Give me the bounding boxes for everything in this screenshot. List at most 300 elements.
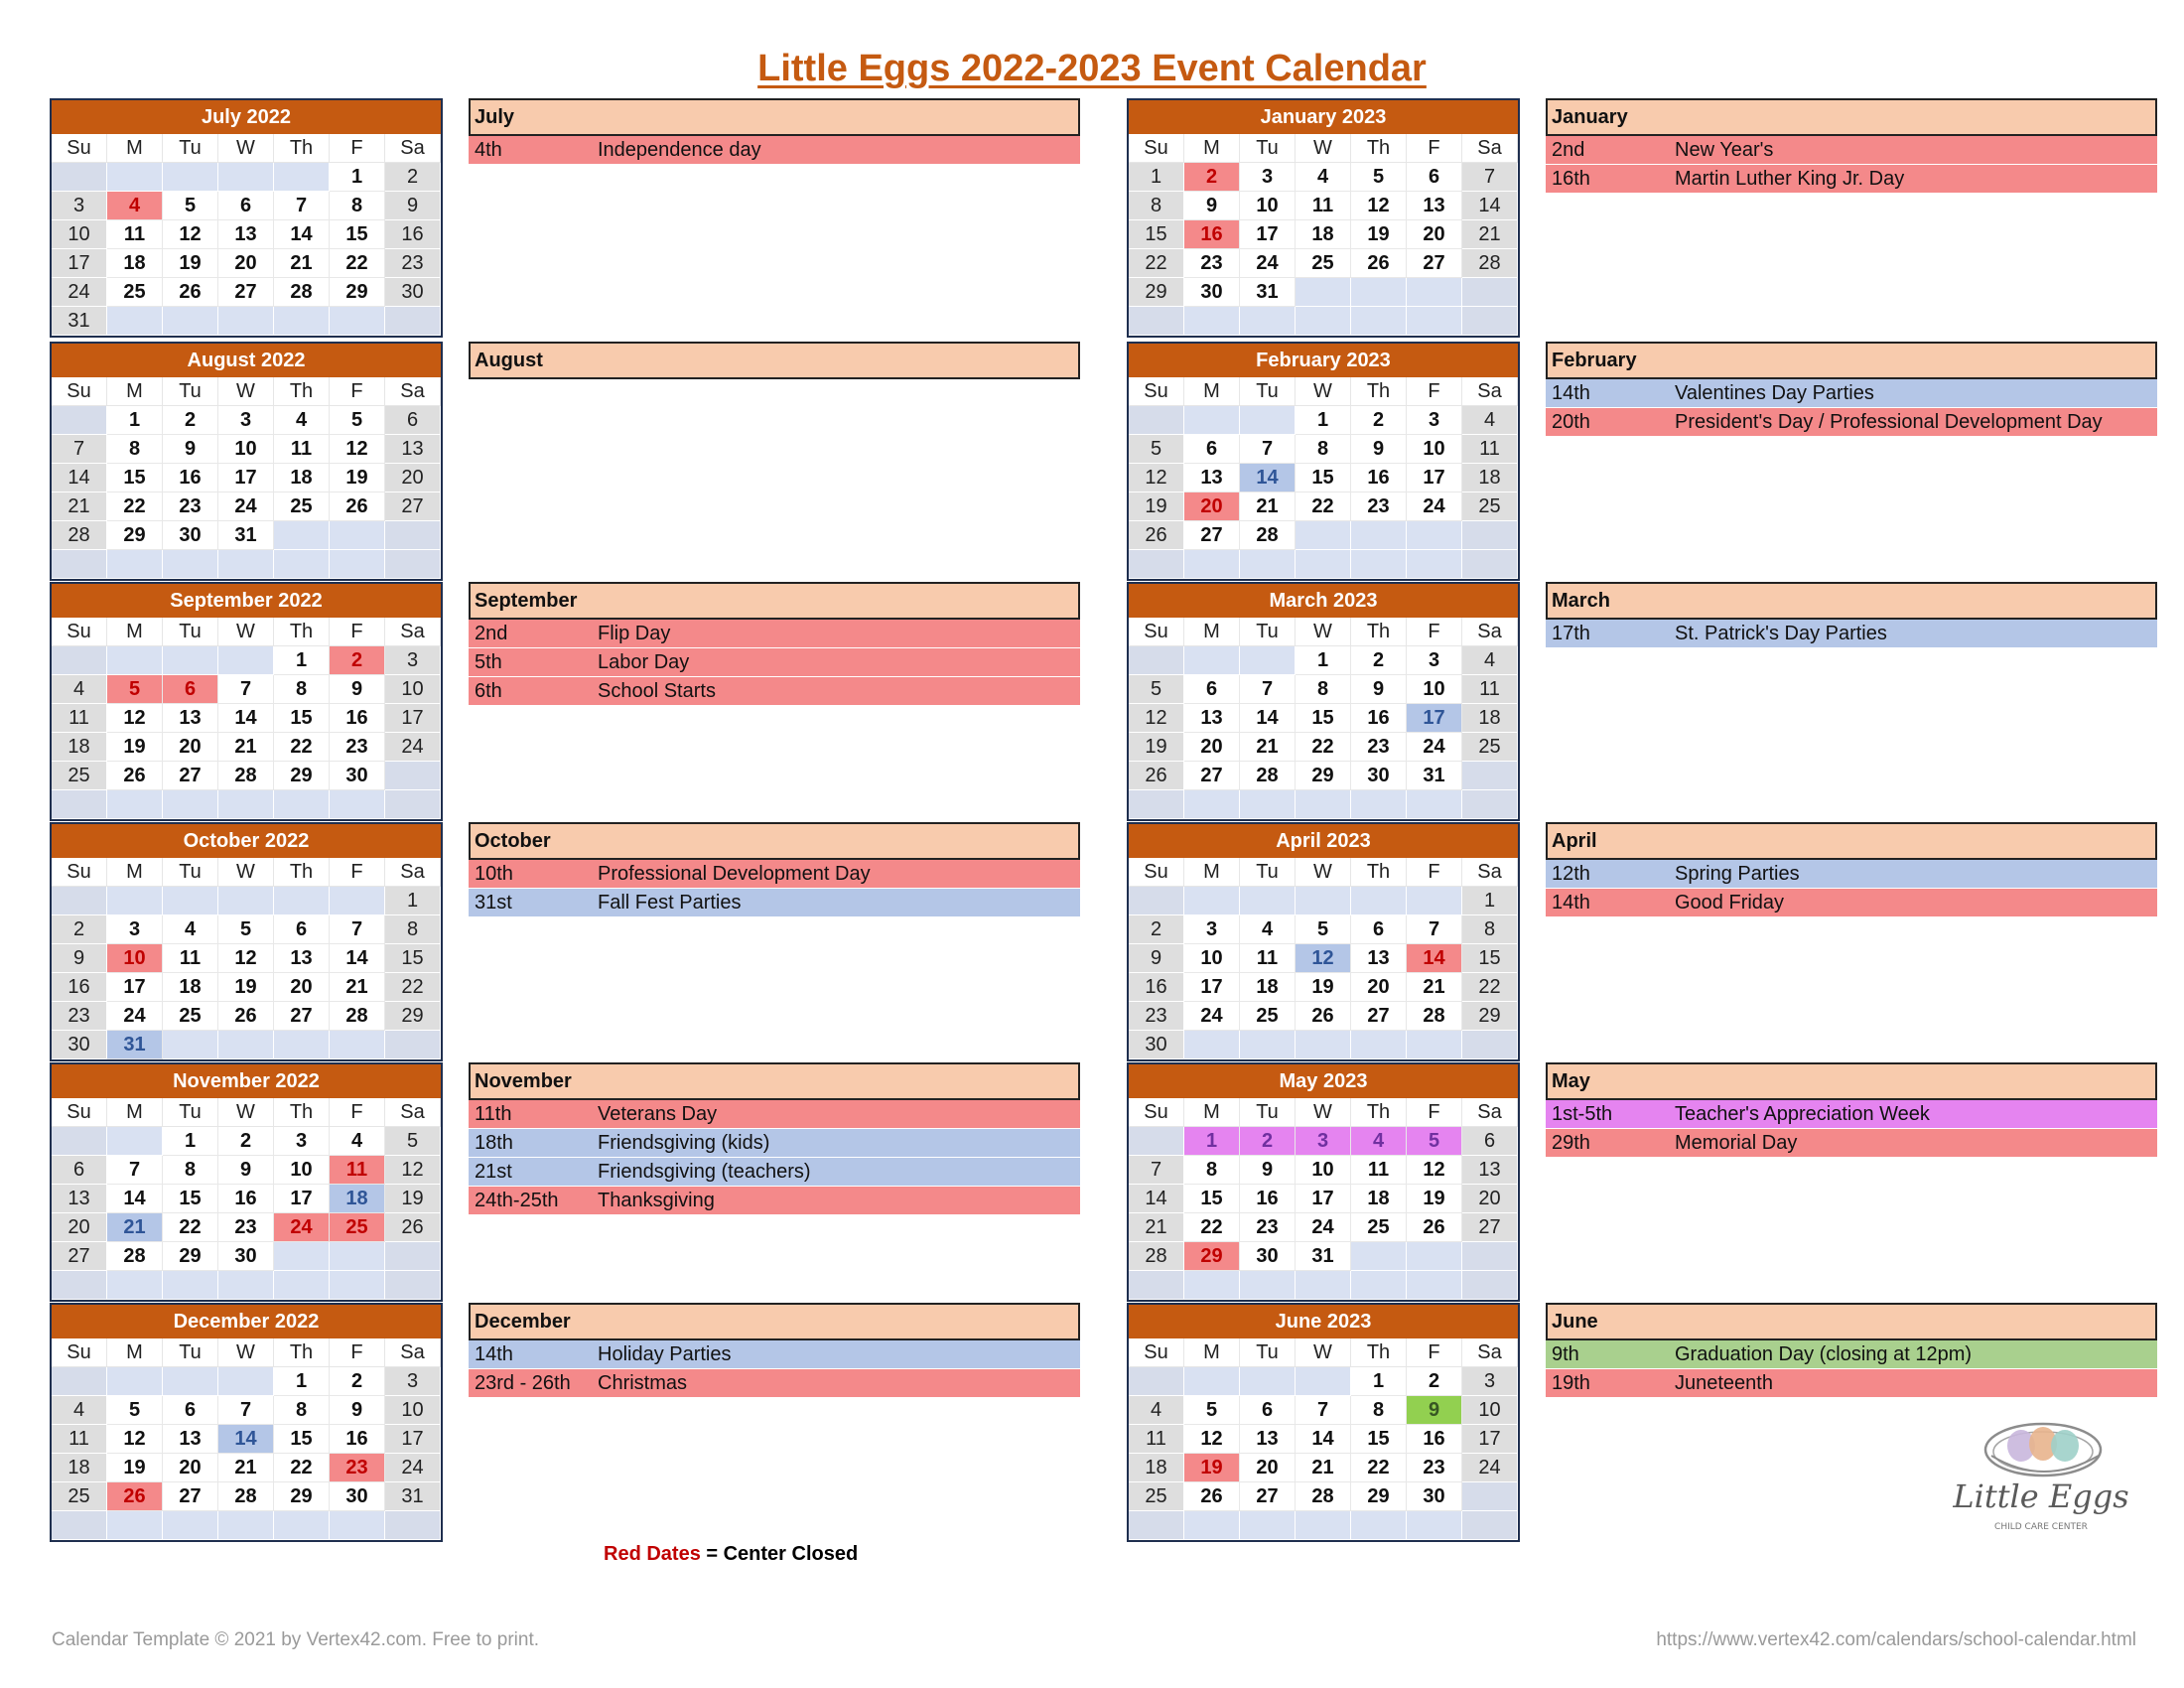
- event-list: [469, 582, 1080, 706]
- weekday-header: M: [107, 618, 163, 646]
- weekday-header: Tu: [1240, 134, 1296, 163]
- calendar-day: 2: [1351, 646, 1407, 675]
- weekday-header: Th: [274, 1338, 330, 1367]
- calendar-empty-cell: [1407, 887, 1462, 915]
- calendar-empty-cell: [1129, 1271, 1184, 1300]
- weekday-header: F: [1407, 618, 1462, 646]
- calendar-empty-cell: [1129, 1367, 1184, 1396]
- calendar-day: 28: [330, 1002, 385, 1031]
- calendar-day: 5: [1407, 1127, 1462, 1156]
- event-row: [469, 648, 1080, 676]
- weekday-header: Sa: [385, 858, 441, 887]
- calendar-day: 9: [330, 1396, 385, 1425]
- calendar-day: 26: [385, 1213, 441, 1242]
- calendar-day: 19: [1129, 492, 1184, 521]
- calendar-empty-cell: [1129, 1511, 1184, 1540]
- event-month-header: April: [1546, 822, 2157, 860]
- calendar-day: 3: [1462, 1367, 1518, 1396]
- calendar-day: 30: [330, 1482, 385, 1511]
- calendar-day: 3: [1184, 915, 1240, 944]
- event-name: Professional Development Day: [598, 863, 871, 885]
- calendar-day: 10: [218, 435, 274, 464]
- calendar-day: 18: [52, 733, 107, 762]
- calendar-grid: [52, 377, 441, 579]
- weekday-header: Tu: [163, 1098, 218, 1127]
- event-name: Martin Luther King Jr. Day: [1675, 168, 1905, 190]
- calendar-day: 20: [1462, 1185, 1518, 1213]
- calendar-day: 14: [1129, 1185, 1184, 1213]
- calendar-day: 2: [52, 915, 107, 944]
- calendar-day: 21: [218, 733, 274, 762]
- event-name: Independence day: [598, 139, 761, 161]
- calendar-day: 1: [385, 887, 441, 915]
- month-title: February 2023: [1129, 344, 1518, 377]
- calendar-day: 17: [1240, 220, 1296, 249]
- calendar-empty-cell: [385, 1242, 441, 1271]
- calendar-day: 10: [1407, 675, 1462, 704]
- weekday-header: Tu: [1240, 858, 1296, 887]
- calendar-day: 26: [218, 1002, 274, 1031]
- month-title: August 2022: [52, 344, 441, 377]
- calendar-empty-cell: [1462, 1511, 1518, 1540]
- calendar-day: 8: [163, 1156, 218, 1185]
- calendar-day: 19: [1351, 220, 1407, 249]
- weekday-header: M: [107, 1338, 163, 1367]
- calendar-empty-cell: [1184, 646, 1240, 675]
- calendar-day: 31: [107, 1031, 163, 1059]
- calendar-day: 11: [1240, 944, 1296, 973]
- calendar-day: 10: [1296, 1156, 1351, 1185]
- event-name: Valentines Day Parties: [1675, 382, 1874, 404]
- calendar-day: 18: [1462, 704, 1518, 733]
- calendar-empty-cell: [163, 646, 218, 675]
- calendar-empty-cell: [274, 307, 330, 336]
- calendar-day: 19: [1129, 733, 1184, 762]
- calendar-day: 11: [330, 1156, 385, 1185]
- calendar-day: 23: [385, 249, 441, 278]
- calendar-day: 4: [52, 1396, 107, 1425]
- weekday-header: Th: [1351, 1098, 1407, 1127]
- calendar-day: 29: [1351, 1482, 1407, 1511]
- calendar-day: 4: [163, 915, 218, 944]
- weekday-header: F: [1407, 1338, 1462, 1367]
- calendar-empty-cell: [107, 163, 163, 192]
- calendar-day: 8: [1351, 1396, 1407, 1425]
- month-title: July 2022: [52, 100, 441, 134]
- event-name: Teacher's Appreciation Week: [1675, 1103, 1930, 1125]
- calendar-day: 19: [1296, 973, 1351, 1002]
- calendar-day: 13: [1184, 464, 1240, 492]
- weekday-header: Th: [274, 134, 330, 163]
- event-row: [1546, 1369, 2157, 1397]
- calendar-day: 27: [1407, 249, 1462, 278]
- calendar-empty-cell: [1296, 550, 1351, 579]
- calendar-empty-cell: [1407, 307, 1462, 336]
- calendar-day: 15: [1351, 1425, 1407, 1454]
- calendar-day: 31: [52, 307, 107, 336]
- event-row: [469, 1369, 1080, 1397]
- calendar-empty-cell: [1184, 1511, 1240, 1540]
- calendar-day: 12: [1351, 192, 1407, 220]
- calendar-day: 8: [1296, 435, 1351, 464]
- event-row: [1546, 620, 2157, 647]
- calendar-day: 29: [1184, 1242, 1240, 1271]
- calendar-day: 4: [1240, 915, 1296, 944]
- calendar-day: 31: [1407, 762, 1462, 790]
- calendar-day: 17: [1462, 1425, 1518, 1454]
- calendar-day: 9: [1129, 944, 1184, 973]
- event-date: 29th: [1552, 1132, 1590, 1154]
- weekday-header: F: [1407, 858, 1462, 887]
- calendar-empty-cell: [1129, 406, 1184, 435]
- month-calendar: [1127, 1062, 1520, 1302]
- event-date: 5th: [475, 651, 502, 673]
- calendar-day: 28: [52, 521, 107, 550]
- weekday-header: Th: [1351, 134, 1407, 163]
- calendar-day: 14: [1462, 192, 1518, 220]
- calendar-day: 6: [1184, 435, 1240, 464]
- calendar-day: 16: [330, 704, 385, 733]
- event-date: 23rd - 26th: [475, 1372, 571, 1394]
- calendar-day: 24: [1407, 733, 1462, 762]
- calendar-day: 17: [1407, 464, 1462, 492]
- weekday-header: W: [218, 377, 274, 406]
- calendar-day: 30: [1129, 1031, 1184, 1059]
- calendar-day: 11: [1129, 1425, 1184, 1454]
- calendar-day: 2: [163, 406, 218, 435]
- calendar-day: 6: [274, 915, 330, 944]
- event-month-header: September: [469, 582, 1080, 620]
- event-row: [1546, 1100, 2157, 1128]
- calendar-day: 19: [385, 1185, 441, 1213]
- calendar-day: 30: [1407, 1482, 1462, 1511]
- calendar-day: 22: [1351, 1454, 1407, 1482]
- calendar-day: 10: [52, 220, 107, 249]
- calendar-empty-cell: [1129, 307, 1184, 336]
- calendar-empty-cell: [274, 1271, 330, 1300]
- calendar-day: 20: [52, 1213, 107, 1242]
- calendar-day: 1: [274, 646, 330, 675]
- calendar-empty-cell: [1351, 1271, 1407, 1300]
- calendar-empty-cell: [1296, 1511, 1351, 1540]
- calendar-day: 24: [52, 278, 107, 307]
- footer-url[interactable]: https://www.vertex42.com/calendars/school-calendar.html: [1656, 1629, 2136, 1650]
- weekday-header: W: [218, 134, 274, 163]
- calendar-day: 26: [1296, 1002, 1351, 1031]
- calendar-day: 9: [1351, 675, 1407, 704]
- calendar-day: 25: [1296, 249, 1351, 278]
- calendar-day: 13: [218, 220, 274, 249]
- event-date: 6th: [475, 680, 502, 702]
- calendar-empty-cell: [1351, 307, 1407, 336]
- calendar-day: 30: [385, 278, 441, 307]
- calendar-day: 2: [1407, 1367, 1462, 1396]
- logo-text: Little Eggs: [1953, 1477, 2129, 1515]
- calendar-empty-cell: [1296, 1367, 1351, 1396]
- calendar-day: 19: [107, 733, 163, 762]
- calendar-day: 12: [1129, 464, 1184, 492]
- calendar-empty-cell: [163, 307, 218, 336]
- calendar-day: 11: [1462, 435, 1518, 464]
- weekday-header: Tu: [1240, 1338, 1296, 1367]
- calendar-day: 17: [385, 704, 441, 733]
- weekday-header: W: [218, 858, 274, 887]
- weekday-header: Th: [274, 618, 330, 646]
- calendar-day: 22: [274, 1454, 330, 1482]
- calendar-empty-cell: [1462, 762, 1518, 790]
- calendar-day: 10: [274, 1156, 330, 1185]
- calendar-day: 20: [274, 973, 330, 1002]
- event-row: [1546, 408, 2157, 436]
- weekday-header: F: [330, 618, 385, 646]
- weekday-header: Sa: [1462, 858, 1518, 887]
- event-date: 2nd: [475, 623, 508, 644]
- calendar-day: 26: [330, 492, 385, 521]
- calendar-day: 15: [330, 220, 385, 249]
- calendar-day: 27: [1184, 521, 1240, 550]
- calendar-day: 13: [1184, 704, 1240, 733]
- calendar-day: 18: [52, 1454, 107, 1482]
- event-name: Holiday Parties: [598, 1343, 732, 1365]
- calendar-day: 3: [107, 915, 163, 944]
- calendar-day: 20: [163, 1454, 218, 1482]
- weekday-header: M: [107, 134, 163, 163]
- calendar-day: 26: [1129, 521, 1184, 550]
- calendar-day: 20: [1351, 973, 1407, 1002]
- event-list: [1546, 582, 2157, 648]
- month-calendar: [50, 582, 443, 821]
- calendar-day: 25: [107, 278, 163, 307]
- calendar-day: 27: [385, 492, 441, 521]
- month-calendar: [1127, 1303, 1520, 1542]
- calendar-empty-cell: [1184, 550, 1240, 579]
- calendar-empty-cell: [1351, 887, 1407, 915]
- event-date: 9th: [1552, 1343, 1579, 1365]
- calendar-day: 3: [1407, 406, 1462, 435]
- calendar-day: 23: [1240, 1213, 1296, 1242]
- calendar-day: 14: [1407, 944, 1462, 973]
- calendar-empty-cell: [107, 1127, 163, 1156]
- calendar-empty-cell: [1407, 1242, 1462, 1271]
- calendar-day: 24: [1240, 249, 1296, 278]
- calendar-day: 14: [218, 704, 274, 733]
- month-calendar: [50, 342, 443, 581]
- calendar-day: 10: [107, 944, 163, 973]
- calendar-day: 4: [274, 406, 330, 435]
- calendar-day: 6: [218, 192, 274, 220]
- calendar-day: 3: [52, 192, 107, 220]
- calendar-day: 21: [1407, 973, 1462, 1002]
- event-month-header: July: [469, 98, 1080, 136]
- calendar-day: 13: [163, 1425, 218, 1454]
- calendar-day: 15: [1462, 944, 1518, 973]
- calendar-day: 17: [385, 1425, 441, 1454]
- calendar-empty-cell: [385, 550, 441, 579]
- weekday-header: Tu: [1240, 618, 1296, 646]
- calendar-day: 16: [218, 1185, 274, 1213]
- calendar-day: 14: [107, 1185, 163, 1213]
- calendar-day: 3: [274, 1127, 330, 1156]
- month-title: November 2022: [52, 1064, 441, 1098]
- event-date: 1st-5th: [1552, 1103, 1613, 1125]
- calendar-empty-cell: [385, 762, 441, 790]
- weekday-header: Sa: [385, 134, 441, 163]
- event-month-header: February: [1546, 342, 2157, 379]
- calendar-empty-cell: [218, 163, 274, 192]
- calendar-empty-cell: [1351, 1511, 1407, 1540]
- calendar-empty-cell: [107, 887, 163, 915]
- calendar-empty-cell: [218, 1271, 274, 1300]
- calendar-day: 13: [1351, 944, 1407, 973]
- calendar-day: 3: [385, 646, 441, 675]
- calendar-day: 8: [274, 675, 330, 704]
- calendar-day: 1: [1296, 406, 1351, 435]
- calendar-day: 17: [218, 464, 274, 492]
- calendar-day: 9: [218, 1156, 274, 1185]
- calendar-day: 17: [52, 249, 107, 278]
- calendar-empty-cell: [1351, 1242, 1407, 1271]
- calendar-day: 18: [1240, 973, 1296, 1002]
- event-date: 14th: [1552, 892, 1590, 914]
- event-name: Memorial Day: [1675, 1132, 1798, 1154]
- calendar-day: 4: [1296, 163, 1351, 192]
- calendar-day: 29: [163, 1242, 218, 1271]
- calendar-day: 22: [1296, 492, 1351, 521]
- event-month-header: March: [1546, 582, 2157, 620]
- calendar-day: 4: [1351, 1127, 1407, 1156]
- event-list: [469, 342, 1080, 379]
- calendar-day: 27: [163, 762, 218, 790]
- weekday-header: Su: [52, 134, 107, 163]
- calendar-empty-cell: [52, 550, 107, 579]
- calendar-day: 22: [274, 733, 330, 762]
- calendar-day: 27: [1351, 1002, 1407, 1031]
- footer-copyright: Calendar Template © 2021 by Vertex42.com. Free to print.: [52, 1629, 540, 1650]
- event-name: Friendsgiving (teachers): [598, 1161, 811, 1183]
- calendar-day: 23: [1129, 1002, 1184, 1031]
- event-row: [469, 889, 1080, 916]
- calendar-day: 8: [274, 1396, 330, 1425]
- calendar-empty-cell: [218, 646, 274, 675]
- calendar-day: 19: [1407, 1185, 1462, 1213]
- weekday-header: W: [218, 618, 274, 646]
- event-list: [1546, 342, 2157, 437]
- calendar-empty-cell: [1296, 1031, 1351, 1059]
- calendar-day: 17: [1296, 1185, 1351, 1213]
- calendar-day: 18: [330, 1185, 385, 1213]
- weekday-header: Sa: [385, 1098, 441, 1127]
- calendar-day: 1: [1184, 1127, 1240, 1156]
- calendar-day: 14: [274, 220, 330, 249]
- calendar-empty-cell: [218, 790, 274, 819]
- calendar-empty-cell: [163, 550, 218, 579]
- calendar-day: 23: [1407, 1454, 1462, 1482]
- weekday-header: M: [1184, 858, 1240, 887]
- calendar-empty-cell: [218, 1511, 274, 1540]
- calendar-empty-cell: [163, 790, 218, 819]
- weekday-header: Sa: [1462, 618, 1518, 646]
- calendar-day: 8: [1296, 675, 1351, 704]
- calendar-empty-cell: [1296, 887, 1351, 915]
- calendar-day: 2: [1351, 406, 1407, 435]
- calendar-day: 11: [274, 435, 330, 464]
- weekday-header: Su: [52, 1338, 107, 1367]
- event-list: [1546, 1303, 2157, 1398]
- calendar-empty-cell: [52, 163, 107, 192]
- calendar-day: 12: [1129, 704, 1184, 733]
- calendar-empty-cell: [163, 887, 218, 915]
- calendar-empty-cell: [107, 1367, 163, 1396]
- calendar-day: 16: [163, 464, 218, 492]
- weekday-header: Su: [52, 1098, 107, 1127]
- calendar-day: 2: [1184, 163, 1240, 192]
- calendar-day: 6: [1351, 915, 1407, 944]
- calendar-empty-cell: [52, 1511, 107, 1540]
- calendar-day: 22: [330, 249, 385, 278]
- calendar-empty-cell: [52, 1367, 107, 1396]
- calendar-day: 24: [385, 733, 441, 762]
- calendar-day: 16: [1351, 704, 1407, 733]
- weekday-header: Su: [1129, 134, 1184, 163]
- event-date: 16th: [1552, 168, 1590, 190]
- event-row: [469, 1158, 1080, 1186]
- month-title: April 2023: [1129, 824, 1518, 858]
- event-name: Veterans Day: [598, 1103, 718, 1125]
- calendar-empty-cell: [1462, 278, 1518, 307]
- calendar-empty-cell: [1462, 521, 1518, 550]
- calendar-day: 3: [1407, 646, 1462, 675]
- calendar-day: 19: [163, 249, 218, 278]
- weekday-header: Sa: [1462, 1098, 1518, 1127]
- calendar-grid: [52, 618, 441, 819]
- calendar-day: 26: [1407, 1213, 1462, 1242]
- calendar-day: 29: [1296, 762, 1351, 790]
- calendar-empty-cell: [218, 1367, 274, 1396]
- calendar-day: 29: [274, 762, 330, 790]
- calendar-empty-cell: [1240, 646, 1296, 675]
- calendar-day: 14: [1296, 1425, 1351, 1454]
- event-month-header: October: [469, 822, 1080, 860]
- calendar-empty-cell: [274, 163, 330, 192]
- calendar-day: 24: [218, 492, 274, 521]
- calendar-day: 9: [52, 944, 107, 973]
- calendar-day: 10: [1240, 192, 1296, 220]
- calendar-empty-cell: [107, 1511, 163, 1540]
- weekday-header: Su: [1129, 618, 1184, 646]
- month-title: September 2022: [52, 584, 441, 618]
- calendar-day: 21: [274, 249, 330, 278]
- logo-tagline: CHILD CARE CENTER: [1994, 1522, 2088, 1532]
- event-row: [469, 620, 1080, 647]
- calendar-day: 15: [274, 704, 330, 733]
- event-name: Spring Parties: [1675, 863, 1800, 885]
- calendar-empty-cell: [1184, 790, 1240, 819]
- calendar-day: 26: [1184, 1482, 1240, 1511]
- calendar-day: 23: [330, 1454, 385, 1482]
- calendar-day: 13: [1407, 192, 1462, 220]
- calendar-day: 1: [274, 1367, 330, 1396]
- calendar-empty-cell: [163, 163, 218, 192]
- event-date: 14th: [1552, 382, 1590, 404]
- calendar-day: 22: [163, 1213, 218, 1242]
- weekday-header: W: [218, 1098, 274, 1127]
- calendar-empty-cell: [1407, 1511, 1462, 1540]
- calendar-day: 23: [1351, 733, 1407, 762]
- event-date: 2nd: [1552, 139, 1585, 161]
- month-calendar: [50, 98, 443, 338]
- calendar-day: 28: [1240, 762, 1296, 790]
- calendar-empty-cell: [385, 521, 441, 550]
